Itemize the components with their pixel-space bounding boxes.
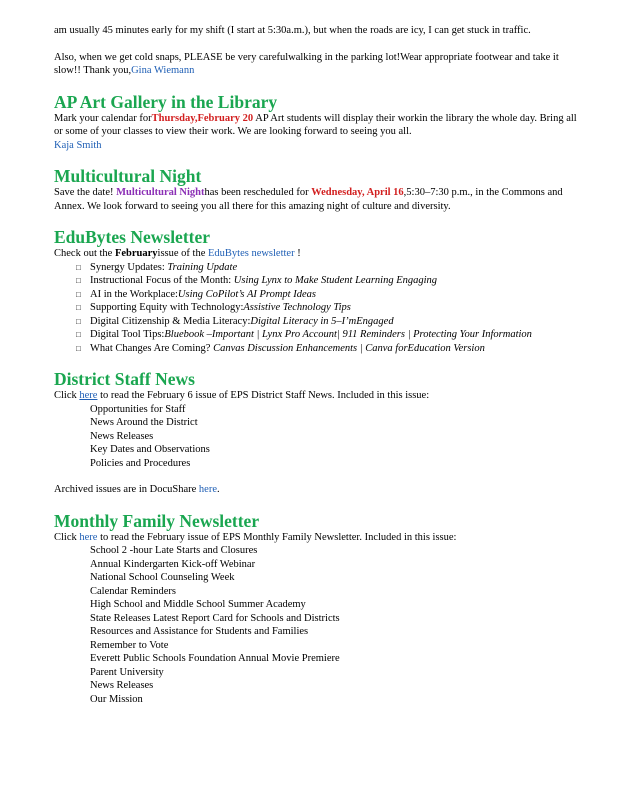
list-item: Policies and Procedures: [90, 457, 191, 469]
family-here-link[interactable]: here: [79, 531, 98, 543]
edubytes-list: [54, 261, 588, 356]
heading-edubytes: EduBytes Newsletter: [54, 227, 211, 247]
edubytes-intro: Check out the Februaryissue of the EduBytes newsletter !: [54, 248, 301, 259]
list-item: News Releases: [90, 430, 154, 442]
list-item: Opportunities for Staff: [90, 403, 186, 415]
heading-multicultural: Multicultural Night: [54, 166, 202, 186]
multicultural-date: Wednesday, April 16: [311, 187, 404, 198]
staff-list: [54, 403, 588, 471]
list-item: Resources and Assistance for Students and Families: [90, 626, 309, 637]
list-item: □ Instructional Focus of the Month: Using Lynx to Make Student Learning Engaging: [76, 274, 588, 288]
list-item: Annual Kindergarten Kick-off Webinar: [90, 558, 256, 570]
list-item: □ Digital Citizenship & Media Literacy:Digital Literacy in 5–I’mEngaged: [76, 315, 588, 329]
heading-ap-art: AP Art Gallery in the Library: [54, 91, 278, 112]
signature-gina: Gina Wiemann: [131, 65, 195, 76]
list-item: School 2 -hour Late Starts and Closures: [90, 545, 258, 556]
art-paragraph: Mark your calendar forThursday,February 20 AP Art students will display their workin the library the whole day. Bring all or some of your classes to view their work. We are looking forward to seeing you all.: [54, 112, 577, 137]
archive-line: Archived issues are in DocuShare here.: [54, 484, 220, 495]
art-date: Thursday,February 20: [151, 112, 254, 124]
archive-here-link[interactable]: here: [198, 484, 217, 495]
list-item: □ Supporting Equity with Technology:Assistive Technology Tips: [76, 301, 588, 315]
list-item: Remember to Vote: [90, 639, 169, 651]
list-item: □ Synergy Updates: Training Update: [76, 261, 588, 275]
signature-kaja: Kaja Smith: [54, 139, 102, 151]
list-item: Our Mission: [90, 693, 143, 705]
family-list: [54, 544, 588, 706]
list-item: News Around the District: [90, 417, 198, 428]
staff-intro: Click here to read the February 6 issue of EPS District Staff News. Included in this issue:: [54, 390, 430, 401]
list-item: Parent University: [90, 666, 164, 678]
family-intro: Click here to read the February issue of EPS Monthly Family Newsletter. Included in this issue:: [54, 531, 457, 543]
intro-paragraph: am usually 45 minutes early for my shift (I start at 5:30a.m.), but when the roads are icy, I can get stuck in traffic.: [54, 25, 531, 36]
list-item: □ What Changes Are Coming? Canvas Discussion Enhancements | Canva forEducation Version: [76, 342, 588, 356]
list-item: □ Digital Tool Tips:Bluebook –Important | Lynx Pro Account| 911 Reminders | Protecting Your Information: [76, 328, 588, 342]
multicultural-name: Multicultural Night: [116, 187, 205, 198]
list-item: Everett Public Schools Foundation Annual Movie Premiere: [90, 653, 340, 664]
edubytes-link[interactable]: EduBytes newsletter: [207, 248, 295, 259]
parking-paragraph: Also, when we get cold snaps, PLEASE be very carefulwalking in the parking lot!Wear appropriate footwear and take it slow!! Thank you,Gina Wiemann: [54, 51, 559, 76]
multicultural-paragraph: Save the date! Multicultural Nighthas been rescheduled for Wednesday, April 16,5:30–7:30 p.m., in the Commons and Annex. We look forward to seeing you all there for this amazing night of culture and diversity.: [54, 187, 563, 212]
heading-family-newsletter: Monthly Family Newsletter: [54, 510, 260, 531]
list-item: Calendar Reminders: [90, 585, 177, 597]
list-item: Key Dates and Observations: [90, 444, 210, 455]
list-item: High School and Middle School Summer Academy: [90, 599, 306, 610]
list-item: □ AI in the Workplace:Using CoPilot’s AI Prompt Ideas: [76, 288, 588, 302]
list-item: National School Counseling Week: [90, 572, 235, 583]
heading-district-staff: District Staff News: [54, 369, 195, 389]
staff-here-link[interactable]: here: [79, 390, 98, 401]
list-item: News Releases: [90, 680, 154, 691]
list-item: State Releases Latest Report Card for Schools and Districts: [90, 612, 340, 624]
